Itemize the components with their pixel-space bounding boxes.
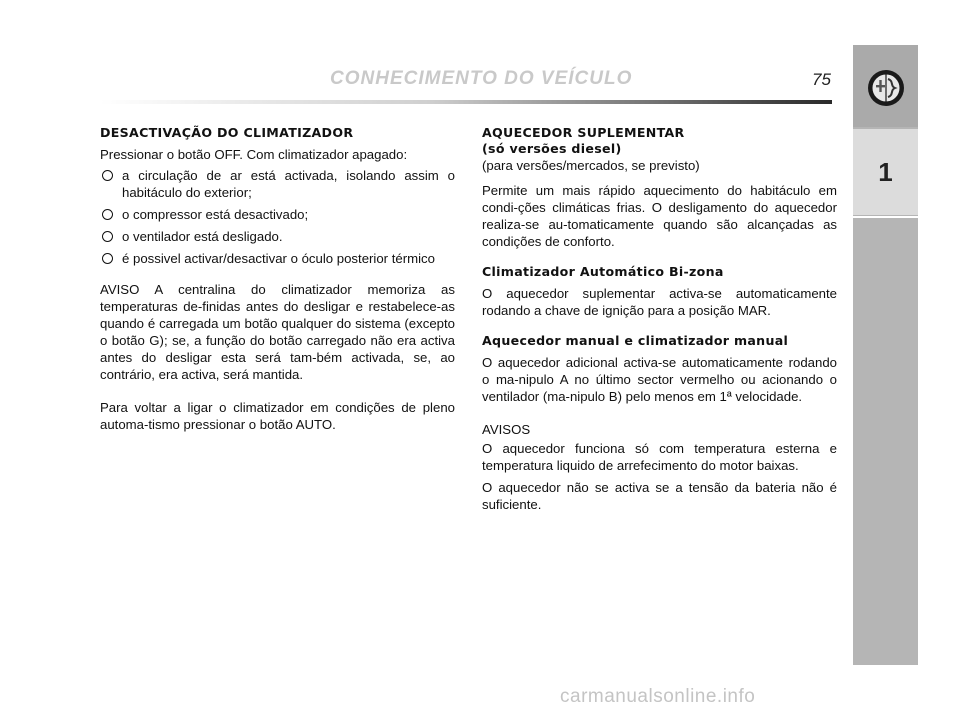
list-item: é possivel activar/desactivar o óculo posterior térmico	[100, 250, 455, 267]
market-note: (para versões/mercados, se previsto)	[482, 158, 700, 173]
list-item: a circulação de ar está activada, isolando assim o habitáculo do exterior;	[100, 167, 455, 201]
deactivation-intro: Pressionar o botão OFF. Com climatizador apagado:	[100, 147, 408, 162]
subheading-bi-zone: Climatizador Automático Bi-zona	[482, 264, 724, 279]
warning-temperature: O aquecedor funciona só com temperatura esterna e temperatura liquido de arrefecimento do motor baixas.	[482, 441, 837, 473]
tab-separator	[853, 216, 918, 218]
heater-intro: Permite um mais rápido aquecimento do habitáculo em condi-ções climáticas frias. O desligamento do aquecedor realiza-se au-tomaticamente quando são alcançadas as condições de conforto.	[482, 183, 837, 249]
manual-text: O aquecedor adicional activa-se automaticamente rodando o ma-nipulo A no último sector vermelho ou acionando o ventilador (ma-nipulo B) pelo menos em 1ª velocidade.	[482, 355, 837, 404]
reactivation-paragraph: Para voltar a ligar o climatizador em condições de pleno automa-tismo pressionar o botão AUTO.	[100, 400, 455, 432]
right-column	[482, 125, 837, 513]
section-heading-diesel-only: (só versões diesel)	[482, 141, 622, 156]
circle-bullet-icon	[102, 231, 113, 242]
page-number: 75	[812, 70, 831, 89]
chapter-number: 1	[853, 129, 918, 215]
list-item: o ventilador está desligado.	[100, 228, 455, 245]
circle-bullet-icon	[102, 209, 113, 220]
chapter-side-tab	[853, 45, 918, 665]
warnings-label: AVISOS	[482, 422, 531, 437]
subheading-manual: Aquecedor manual e climatizador manual	[482, 333, 789, 348]
bi-zone-text: O aquecedor suplementar activa-se automaticamente rodando a chave de ignição para a posição MAR.	[482, 286, 837, 318]
alfa-romeo-logo-icon	[867, 69, 905, 107]
list-item: o compressor está desactivado;	[100, 206, 455, 223]
header-rule	[100, 100, 832, 104]
circle-bullet-icon	[102, 170, 113, 181]
logo-cell	[853, 45, 918, 127]
warning-battery: O aquecedor não se activa se a tensão da bateria não é suficiente.	[482, 480, 837, 512]
page-header-title: CONHECIMENTO DO VEÍCULO	[330, 68, 633, 89]
circle-bullet-icon	[102, 253, 113, 264]
watermark: carmanualsonline.info	[560, 686, 756, 707]
deactivation-bullet-list	[100, 167, 455, 267]
section-heading-deactivation: DESACTIVAÇÃO DO CLIMATIZADOR	[100, 125, 354, 140]
notice-paragraph: AVISO A centralina do climatizador memoriza as temperaturas de-finidas antes do desligar e restabelece-as quando é carregada um botão qualquer do sistema (excepto o botão G); se, a função do botão carregado não era activa antes do desligar esta será tam-bém activada, se, ao contrário, era activa, será mantida.	[100, 282, 455, 382]
left-column	[100, 125, 455, 433]
section-heading-supplementary-heater: AQUECEDOR SUPLEMENTAR	[482, 125, 685, 140]
